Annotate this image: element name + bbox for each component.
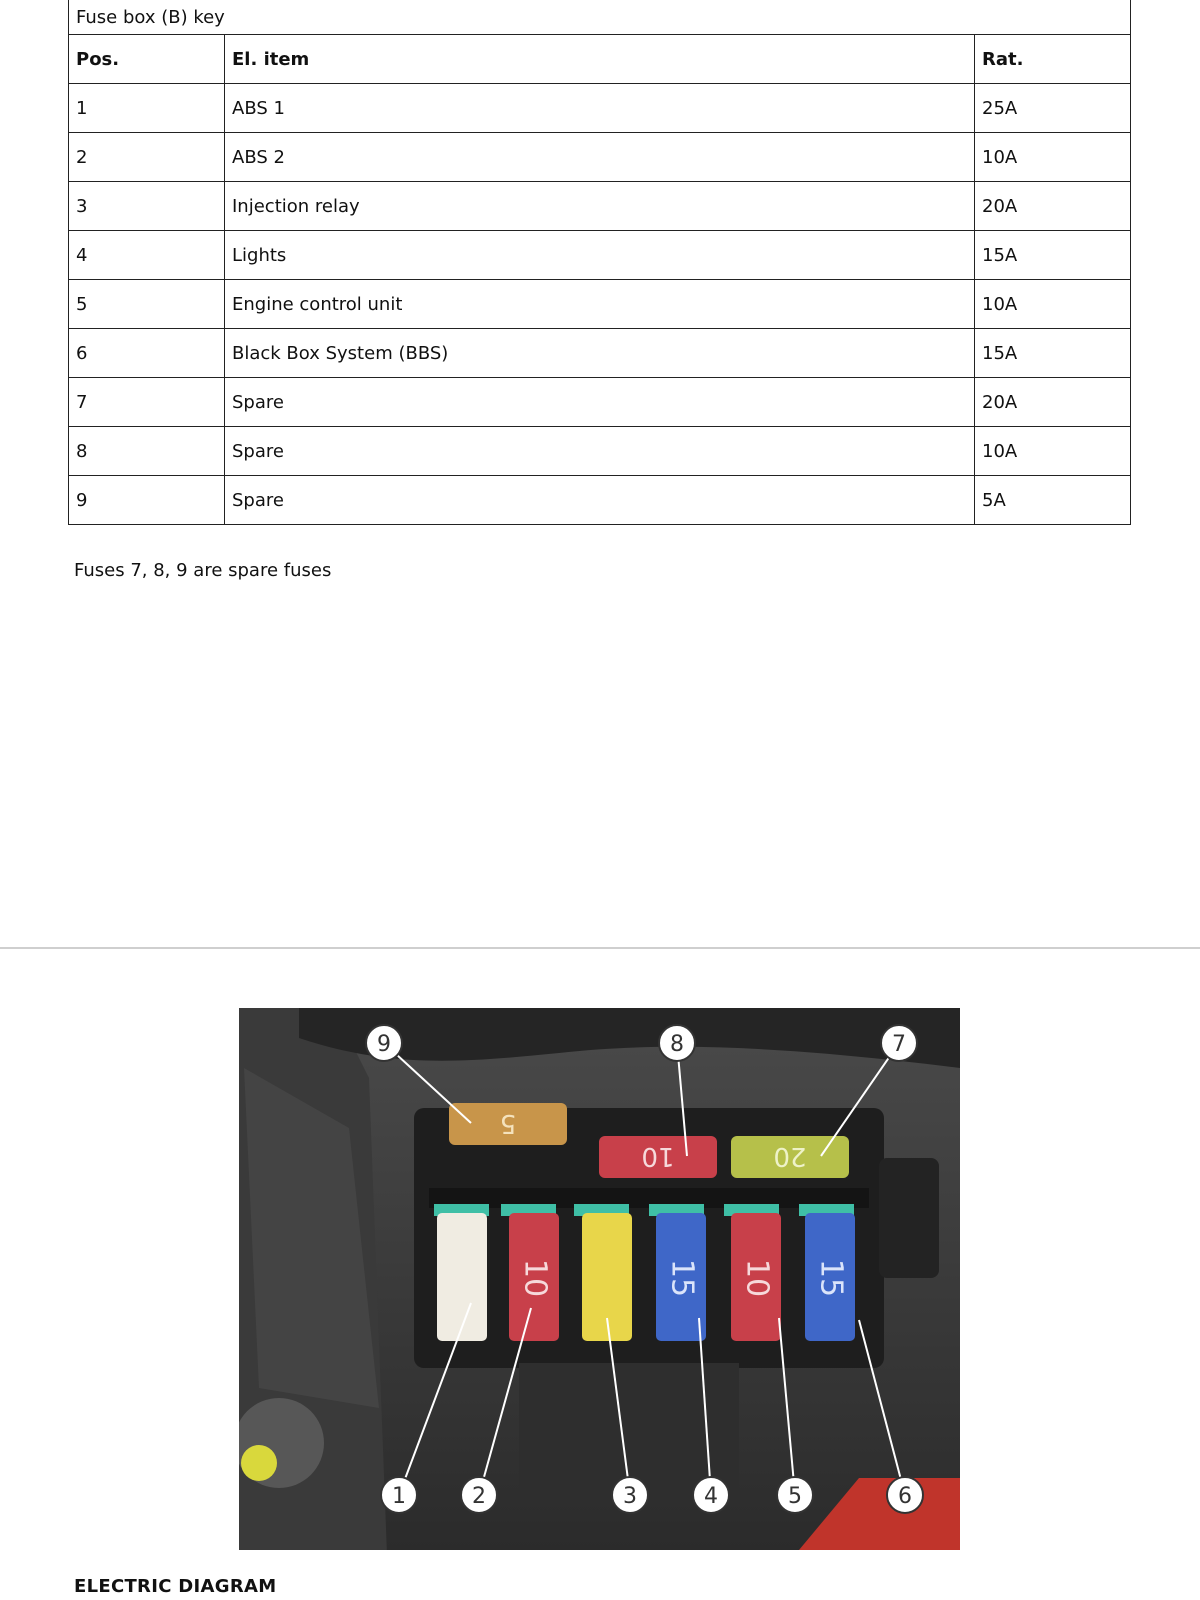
- section-divider: [0, 947, 1200, 949]
- cell-item: Black Box System (BBS): [225, 329, 975, 378]
- table-row: [69, 378, 1131, 427]
- callout-2: [461, 1477, 497, 1513]
- callout-7: [881, 1025, 917, 1061]
- cell-pos: 7: [69, 378, 225, 427]
- callout-3-text: 3: [623, 1484, 637, 1509]
- fuse-7-label: 20: [773, 1141, 807, 1171]
- cell-item: Lights: [225, 231, 975, 280]
- fuse-6: [805, 1213, 855, 1341]
- table-row: [69, 280, 1131, 329]
- cell-rating: 10A: [975, 133, 1131, 182]
- cell-item: Injection relay: [225, 182, 975, 231]
- cell-rating: 25A: [975, 84, 1131, 133]
- callout-2-text: 2: [472, 1484, 486, 1509]
- table-row: [69, 133, 1131, 182]
- fuse-5-label: 10: [739, 1258, 775, 1298]
- header-pos: Pos.: [69, 35, 225, 84]
- fuse-2-label: 10: [517, 1258, 553, 1298]
- header-item: El. item: [225, 35, 975, 84]
- cell-pos: 6: [69, 329, 225, 378]
- cell-rating: 10A: [975, 280, 1131, 329]
- callout-9: [366, 1025, 402, 1061]
- fuse-5: [731, 1213, 781, 1341]
- right-connector: [879, 1158, 939, 1278]
- cell-pos: 9: [69, 476, 225, 525]
- cell-pos: 4: [69, 231, 225, 280]
- fuse-8: [599, 1136, 717, 1178]
- callout-1-text: 1: [392, 1484, 406, 1509]
- fuse-1: [437, 1213, 487, 1341]
- section-title: ELECTRIC DIAGRAM: [74, 1576, 277, 1597]
- cell-item: Engine control unit: [225, 280, 975, 329]
- callout-8: [659, 1025, 695, 1061]
- fuse-4-label: 15: [664, 1258, 700, 1298]
- cell-rating: 20A: [975, 182, 1131, 231]
- cell-item: ABS 2: [225, 133, 975, 182]
- cell-item: ABS 1: [225, 84, 975, 133]
- callout-7-text: 7: [892, 1032, 906, 1057]
- table-caption: Fuse box (B) key: [69, 0, 1131, 35]
- callout-5-text: 5: [788, 1484, 802, 1509]
- callout-4-text: 4: [704, 1484, 718, 1509]
- fuse-6-label: 15: [813, 1258, 849, 1298]
- fuse-8-label: 10: [641, 1141, 675, 1171]
- callout-4: [693, 1477, 729, 1513]
- fuse-9-label: 5: [499, 1108, 517, 1138]
- table-header-row: [69, 35, 1131, 84]
- table-row: [69, 231, 1131, 280]
- table-row: [69, 84, 1131, 133]
- bolt-yellow-cap: [241, 1445, 277, 1481]
- cell-item: Spare: [225, 427, 975, 476]
- cell-item: Spare: [225, 476, 975, 525]
- callout-9-text: 9: [377, 1032, 391, 1057]
- cell-pos: 2: [69, 133, 225, 182]
- spare-fuses-note: Fuses 7, 8, 9 are spare fuses: [74, 560, 332, 581]
- cell-pos: 5: [69, 280, 225, 329]
- fuse-9: [449, 1103, 567, 1145]
- callout-5: [777, 1477, 813, 1513]
- table-row: [69, 427, 1131, 476]
- cell-rating: 15A: [975, 231, 1131, 280]
- table-caption-row: [69, 0, 1131, 35]
- fuse-key-table: [68, 0, 1131, 525]
- table-row: [69, 329, 1131, 378]
- callout-6: [887, 1477, 923, 1513]
- cell-pos: 1: [69, 84, 225, 133]
- header-rating: Rat.: [975, 35, 1131, 84]
- cell-item: Spare: [225, 378, 975, 427]
- fuse-box-photo: [239, 1008, 960, 1550]
- callout-6-text: 6: [898, 1484, 912, 1509]
- cell-pos: 8: [69, 427, 225, 476]
- cell-rating: 10A: [975, 427, 1131, 476]
- cell-rating: 5A: [975, 476, 1131, 525]
- cell-rating: 20A: [975, 378, 1131, 427]
- callout-8-text: 8: [670, 1032, 684, 1057]
- callout-1: [381, 1477, 417, 1513]
- cell-rating: 15A: [975, 329, 1131, 378]
- cell-pos: 3: [69, 182, 225, 231]
- callout-3: [612, 1477, 648, 1513]
- table-row: [69, 182, 1131, 231]
- table-row: [69, 476, 1131, 525]
- fuse-2: [509, 1213, 559, 1341]
